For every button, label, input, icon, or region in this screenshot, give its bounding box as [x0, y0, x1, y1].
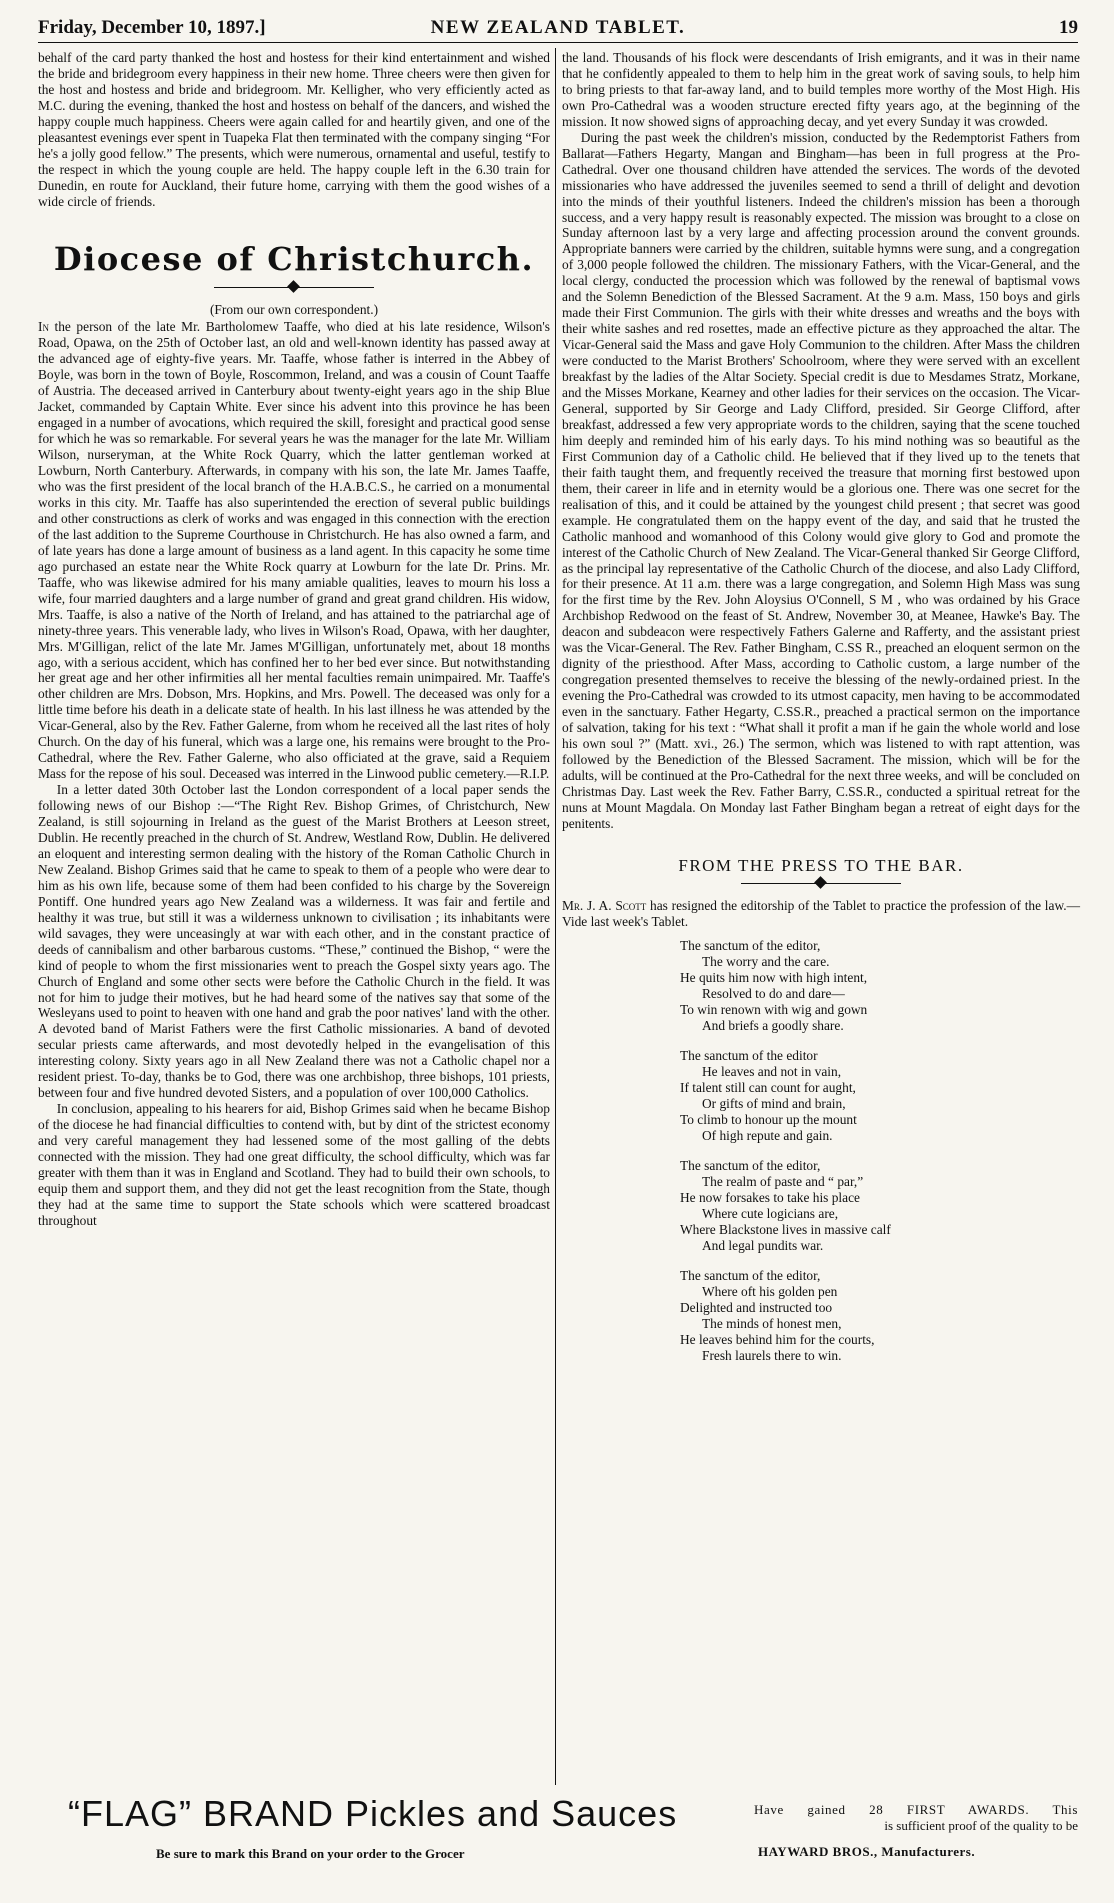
press-to-bar-heading: FROM THE PRESS TO THE BAR. — [678, 855, 964, 875]
appeal-continuation: the land. Thousands of his flock were descendants of Irish emigrants, and it was in their name that he confidently appealed to them to help him in the great work of saving souls, to help him to bring priests to that far-away land, and to build temples more worthy of the Most High. His own Pro-Cathedral was a wooden structure erected fifty years ago, at the beginning of the mission. It now showed signs of approaching decay, and yet every Sunday it was crowded. — [562, 50, 1080, 129]
header-title: NEW ZEALAND TABLET. — [430, 17, 686, 38]
header-page-number: 19 — [1059, 17, 1078, 38]
poem-stanza: The sanctum of the editor, The realm of paste and “ par,” He now forsakes to take his place Where cute logicians are, Where Blackstone lives in massive calf And legal pundits war. — [680, 1157, 891, 1253]
childrens-mission-paragraph: During the past week the children's mission, conducted by the Redemptorist Fathers from Ballarat—Fathers Hegarty, Mangan and Bingham—has been in full progress at the Pro-Cathedral. Over one thousand children have attended the services. The words of the devoted missionaries who have addressed the juveniles seemed to send a thrill of delight and devotion into the minds of their youthful listeners. Indeed the children's mission has been a thorough success, and a very happy result is reasonably expected. The mission was brought to a close on Sunday afternoon last by a very large and affecting procession around the convent grounds. Appropriate banners were carried by the children, suitable hymns were sung, and a congregation of 3,000 people followed the children. The missionary Fathers, with the Vicar-General, and the local clergy, conducted the procession which was followed by the renewal of baptismal vows and the Solemn Benediction of the Blessed Sacrament. At the 9 a.m. Mass, 150 boys and girls made their First Communion. The girls with their white dresses and wreaths and the boys with their white sashes and red rosettes, made an effective picture as they approached the altar. The Vicar-General said the Mass and gave Holy Communion to the children. After Mass the children were conducted to the Marist Brothers' Schoolroom, where they were served with an excellent breakfast by the ladies of the Altar Society. Special credit is due to Mesdames Stratz, Morkane, and the Misses Morkane, Kearney and other ladies for their services on the occasion. The Vicar-General, supported by Sir George and Lady Clifford, presided. Sir George Clifford, after breakfast, addressed a few very appropriate words to the children, saying that the scene touched him deeply and reminded him of his early days. To his mind nothing was so beautiful as the First Communion day of a Catholic child. He believed that if they lived up to the tenets that their faith taught them, and frequently received the treasure that morning first bestowed upon them, their career in life and in eternity would be a glorious one. There was one secret for the realisation of this, and it could be attained by the youngest child present ; that secret was good example. He congratulated them on the happy event of the day, and said that he trusted the Catholic manhood and womanhood of this Colony would give glory to God and promote the interest of the Catholic Church of New Zealand. The Vicar-General thanked Sir George Clifford, as the principal lay representative of the Catholic Church of the diocese, and also Lady Clifford, for their presence. At 11 a.m. there was a large congregation, and Solemn High Mass was sung for the first time by the Rev. John Aloysius O'Connell, S M , who was ordained by his Grace Archbishop Redwood on the feast of St. Andrew, November 30, at Meanee, Hawke's Bay. The deacon and subdeacon were respectively Fathers Galerne and Rafferty, and the assistant priest was the Vicar-General. The Rev. Father Bingham, C.SS R., preached an eloquent sermon on the dignity of the priesthood. After Mass, according to Catholic custom, a large number of the congregation presented themselves to receive the blessing of the newly-ordained priest. In the evening the Pro-Cathedral was crowded to its utmost capacity, men having to be accommodated even in the sanctuary. Father Hegarty, C.SS.R., preached a practical sermon on the importance of salvation, taking for his text : “What shall it profit a man if he gain the whole world and lose his own soul ?” (Matt. xvi., 26.) The sermon, which was listened to with rapt attention, was followed by the Benediction of the Blessed Sacrament. The mission, which will be for the adults, will be continued at the Pro-Cathedral for the next three weeks, and will be concluded on Christmas Day. Last week the Rev. Father Barry, C.SS.R., conducted a spiritual retreat for the nuns at Mount Magdala. On Monday last Father Bingham began a retreat of eight days for the penitents. — [562, 129, 1080, 831]
ad-manufacturer: HAYWARD BROS., Manufacturers. — [758, 1844, 976, 1859]
poem-stanza: The sanctum of the editor, Where oft his golden pen Delighted and instructed too The minds of honest men, He leaves behind him for the courts, Fresh laurels there to win. — [680, 1267, 875, 1363]
ad-awards-text: Have gained 28 FIRST AWARDS. This is sufficient proof of the quality to be HAYWARD BROS., Manufacturers. — [754, 1802, 1078, 1859]
obituary-paragraph: In the person of the late Mr. Bartholomew Taaffe, who died at his late residence, Wilson's Road, Opawa, on the 25th of October last, an old and well-known identity has passed away at the advanced age of eighty-five years. Mr. Taaffe, whose father is interred in the Abbey of Boyle, was born in the town of Boyle, Roscommon, Ireland, and was a cousin of Count Taaffe of Austria. The deceased arrived in Canterbury about twenty-eight years ago in the ship Blue Jacket, commanded by Captain White. Ever since his advent into this province he has been engaged in a number of avocations, which required the skill, foresight and practical good sense for which he was so remarkable. For several years he was the manager for the late Mr. William Wilson, nurseryman, at the White Rock Quarry, which the latter gentleman worked at Lowburn, North Canterbury. Afterwards, in company with his son, the late Mr. James Taaffe, who was the first president of the local branch of the H.A.B.C.S., he carried on a monumental works in this city. Mr. Taaffe has also superintended the erection of several public buildings and other constructions as clerk of works and was engaged in this connection with the erection of the last addition to the Supreme Courthouse in Christchurch. He has also owned a farm, and of late years has done a large amount of business as a land agent. In this capacity he some time ago purchased an estate near the White Rock quarry at Lowburn for the late Dr. Prins. Mr. Taaffe, who was likewise admired for his many amiable qualities, leaves to mourn his loss a wife, four married daughters and a large number of grand and great grand children. His widow, Mrs. Taaffe, is also a native of the North of Ireland, and has attained to the patriarchal age of ninety-three years. This venerable lady, who lives in Wilson's Road, Opawa, with her daughter, Mrs. M'Gilligan, relict of the late Mr. James M'Gilligan, unfortunately met, about 18 months ago, with a serious accident, which has confined her to her bed ever since. But notwithstanding her great age and her other infirmities all her mental faculties remain unimpaired. Mr. Taaffe's other children are Mrs. Dobson, Mrs. Hopkins, and Mrs. Powell. The deceased was only for a little time before his death in a delicate state of health. In his last illness he was attended by the Vicar-General, also by the Rev. Father Galerne, from whom he received all the last rites of holy Church. On the day of his funeral, which was a large one, his remains were brought to the Pro-Cathedral, where the Rev. Father Galerne, who also officiated at the grave, said a Requiem Mass for the repose of his soul. Deceased was interred in the Linwood public cemetery.—R.I.P. — [38, 319, 550, 782]
right-column — [562, 50, 1080, 1378]
poem — [680, 938, 1080, 1364]
flag-brand-advertisement — [38, 1790, 1078, 1890]
bishop-appeal-paragraph: In conclusion, appealing to his hearers for aid, Bishop Grimes said when he became Bishop of the diocese he had financial difficulties to contend with, but by dint of the strictest economy and very careful management they had lessened some of the most galling of the debts connected with the mission. They had one great difficulty, the school difficulty, which was far greater with them than it was in England and Scotland. They had to build their own schools, to equip them and support them, and they did not get the least recognition from the State, though they had at the same time to support the State schools which were scattered broadcast throughout — [38, 1101, 550, 1228]
bishop-letter-paragraph: In a letter dated 30th October last the London correspondent of a local paper sends the following news of our Bishop :—“The Right Rev. Bishop Grimes, of Christchurch, New Zealand, is still sojourning in Ireland as the guest of the Marist Brothers at Leeson street, Dublin. He recently preached in the church of St. Andrew, Westland Row, Dublin. He delivered an eloquent and interesting sermon dealing with the history of the Roman Catholic Church in New Zealand. Bishop Grimes said that he came to speak to them of a people who were dear to him as his own life, because some of them had been confided to his charge by the Sovereign Pontiff. One hundred years ago New Zealand was a wilderness. It was fair and fertile and healthy it was true, but still it was a wilderness unknown to civilisation ; its inhabitants were wild savages, they were unceasingly at war with each other, and in the constant practice of deeds of cannibalism and other barbarous customs. “These,” continued the Bishop, “ were the kind of people to whom the first missionaries went to preach the Gospel sixty years ago. The Church of England and some other sects were before the Catholic Church in the field. It was not for him to judge their motives, but he had heard some of the natives say that some of the Wesleyans used to point to heaven with one hand and grab the poor natives' land with the other. A devoted band of Marist Fathers were the first Catholic missionaries. A band of devoted secular priests came afterwards, and most devotedly helped in the evangelisation of this interesting colony. Sixty years ago in all New Zealand there was not a Catholic chapel nor a resident priest. To-day, thanks be to God, there was one archbishop, three bishops, 101 priests, between four and five hundred devoted Sisters, and a population of over 100,000 Catholics. — [38, 782, 550, 1101]
diamond-rule — [741, 878, 901, 890]
dropcap-word: In — [38, 319, 49, 335]
poem-stanza: The sanctum of the editor, The worry and the care. He quits him now with high intent, Resolved to do and dare— To win renown with wig and gown And briefs a goodly share. — [680, 937, 868, 1033]
section-heading-diocese: Diocese of Christchurch. — [53, 239, 535, 278]
ad-instruction: Be sure to mark this Brand on your order to the Grocer — [156, 1846, 465, 1861]
page-header — [38, 14, 1078, 43]
header-date: Friday, December 10, 1897.] — [38, 17, 266, 38]
ad-brand-name: “FLAG” BRAND Pickles and Sauces — [68, 1793, 678, 1834]
poem-stanza: The sanctum of the editor He leaves and not in vain, If talent still can count for aught, Or gifts of mind and brain, To climb to honour up the mount Of high repute and gain. — [680, 1047, 857, 1143]
correspondent-byline: (From our own correspondent.) — [209, 301, 379, 317]
diamond-rule — [214, 282, 374, 294]
press-to-bar-intro: Mr. J. A. Scott has resigned the editorship of the Tablet to practice the profession of the law.—Vide last week's Tablet. — [562, 897, 1080, 929]
wedding-report-ending: behalf of the card party thanked the host and hostess for their kind entertainment and wished the bride and bridegroom every happiness in their new home. Three cheers were then given for the host and hostess and bride and bridegroom. Mr. Kelligher, who very efficiently acted as M.C. during the evening, thanked the host and hostess on behalf of the dancers, and wished the happy couple much happiness. Cheers were again called for and heartily given, and one of the pleasantest evenings ever spent in Tuapeka Flat then terminated with the company singing “For he's a jolly good fellow.” The presents, which were numerous, ornamental and useful, testify to the respect in which the young couple are held. The happy couple left in the 6.30 train for Dunedin, en route for Auckland, their future home, carrying with them the good wishes of a wide circle of friends. — [38, 50, 550, 209]
left-column — [38, 50, 550, 1229]
column-divider — [555, 48, 556, 1785]
